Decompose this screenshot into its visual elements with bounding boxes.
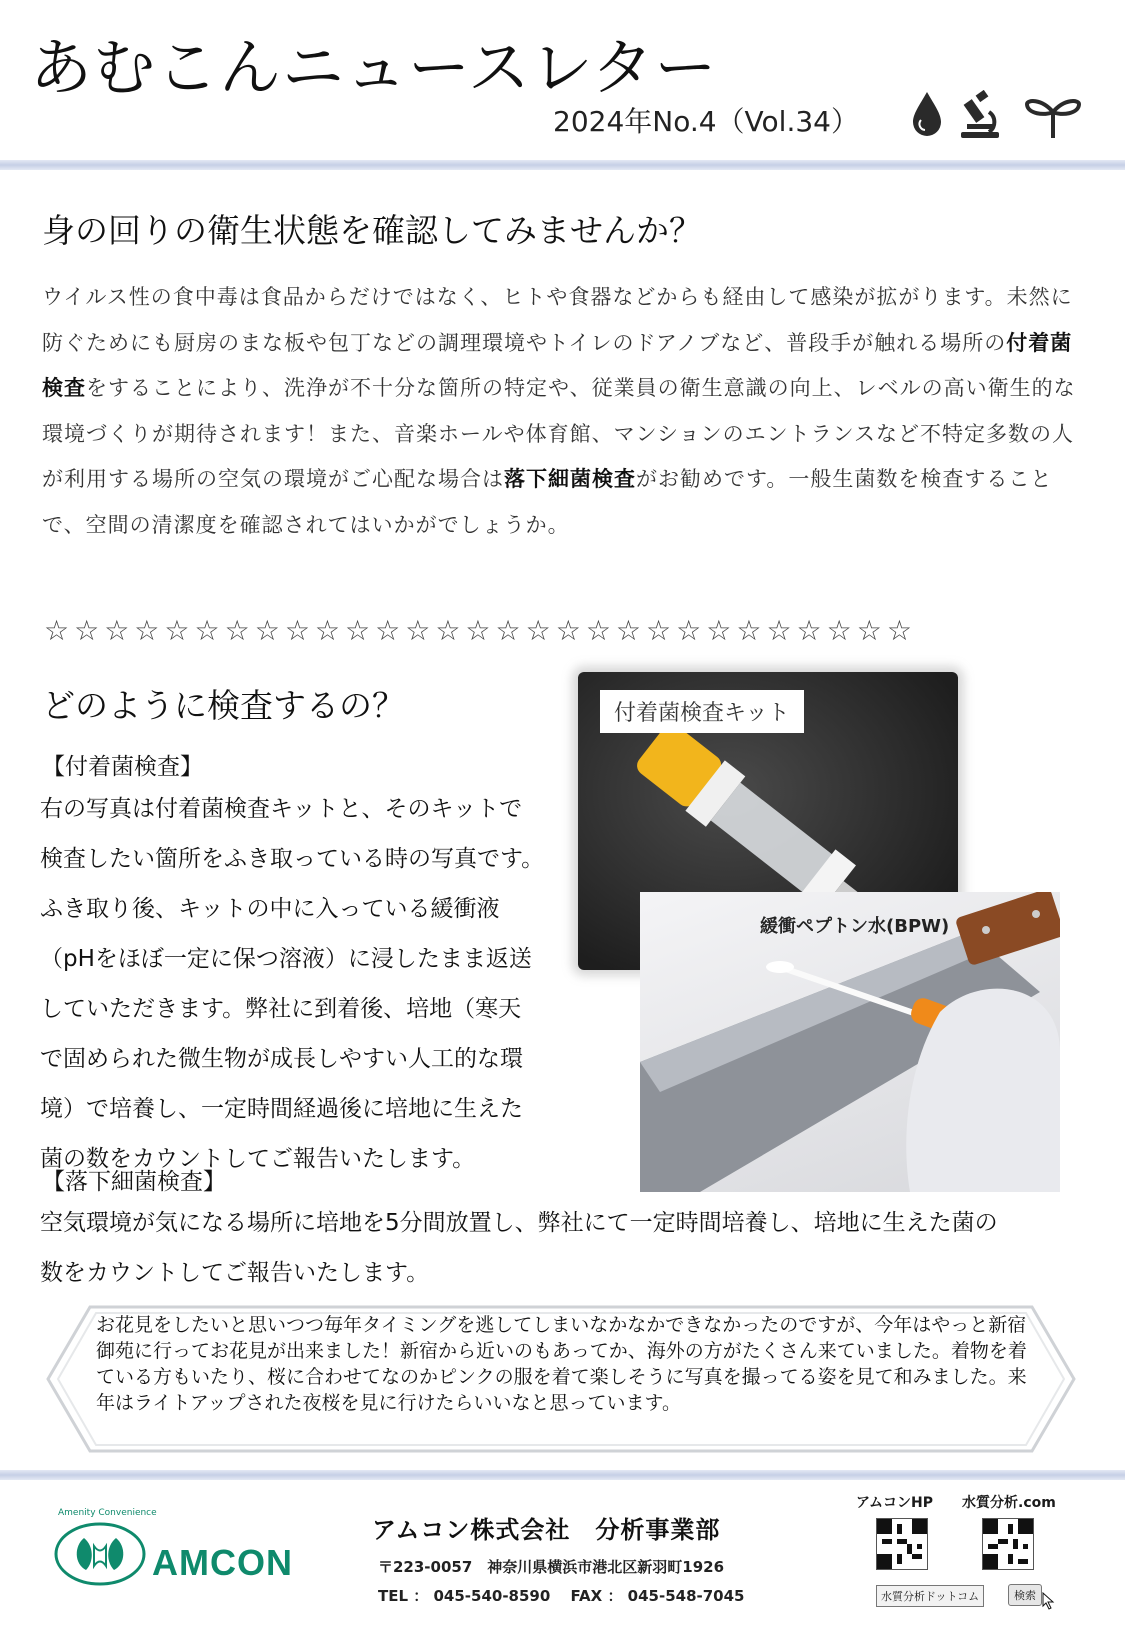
- intro-text-1: ウイルス性の食中毒は食品からだけではなく、ヒトや食器などからも経由して感染が拡がります。未然に防ぐためにも厨房のまな板や包丁などの調理環境やトイレのドアノブなど、普段手が触れる場所の: [42, 285, 1073, 355]
- section2-heading: どのように検査するの？: [42, 686, 405, 725]
- sub1-line: （pHをほぼ一定に保つ溶液）に浸したまま返送: [40, 946, 532, 972]
- newsletter-title: あむこんニュースレター: [30, 31, 718, 104]
- kit-photo-caption: 付着菌検査キット: [600, 690, 804, 733]
- sub1-line: 菌の数をカウントしてご報告いたします。: [40, 1146, 476, 1172]
- section1-heading: 身の回りの衛生状態を確認してみませんか？: [42, 211, 702, 250]
- qr-label-hp: アムコンHP: [856, 1495, 933, 1511]
- sprout-icon: [1027, 101, 1079, 138]
- microscope-icon: [961, 90, 999, 138]
- sub2-line: 空気環境が気になる場所に培地を5分間放置し、弊社にて一定時間培養し、培地に生えた菌の: [40, 1210, 998, 1236]
- sub1-line: 境）で培養し、一定時間経過後に培地に生えた: [40, 1096, 523, 1122]
- header-rule: [0, 160, 1125, 170]
- sub1-body: [40, 784, 580, 1184]
- sub1-line: で固められた微生物が成長しやすい人工的な環: [40, 1046, 523, 1072]
- intro-text-2: をすることにより、洗浄が不十分な箇所の特定や、従業員の衛生意識の向上、レベルの高い衛生的な環境づくりが期待されます！また、音楽ホールや体育館、マンションのエントランスなど不特定多数の人が利用する場所の空気の環境がご心配な場合は: [42, 376, 1076, 491]
- intro-text-3: がお勧めです。一般生菌数を検査することで、空間の清潔度を確認されてはいかがでしょうか。: [42, 467, 1053, 537]
- header-icons: [905, 90, 1085, 140]
- sub1-line: 検査したい箇所をふき取っている時の写真です。: [40, 846, 545, 872]
- search-box[interactable]: 水質分析ドットコム: [876, 1585, 984, 1607]
- qr-code-com[interactable]: [982, 1518, 1034, 1570]
- footer-rule: [0, 1470, 1125, 1480]
- issue-number: 2024年No.4（Vol.34）: [553, 105, 859, 138]
- company-name: アムコン株式会社 分析事業部: [372, 1516, 721, 1544]
- amcon-logo-icon: [54, 1516, 146, 1588]
- note-text: お花見をしたいと思いつつ毎年タイミングを逃してしまいなかなかできなかったのですが、今年はやっと新宿御苑に行ってお花見が出来ました！新宿から近いのもあってか、海外の方がたくさん来ていました。着物を着ている方もいたり、桜に合わせてなのかピンクの服を着て楽しそうに写真を撮ってる姿を見て和みました。来年はライトアップされた夜桜を見に行けたらいいなと思っています。: [96, 1314, 1027, 1414]
- sub2-label: 【落下細菌検査】: [42, 1169, 226, 1195]
- intro-bold-2: 落下細菌検査: [504, 467, 636, 491]
- sub1-line: 右の写真は付着菌検査キットと、そのキットで: [40, 796, 523, 822]
- qr-code-hp[interactable]: [876, 1518, 928, 1570]
- bpw-caption: 緩衝ペプトン水(BPW): [760, 916, 950, 937]
- star-divider: ☆☆☆☆☆☆☆☆☆☆☆☆☆☆☆☆☆☆☆☆☆☆☆☆☆☆☆☆☆: [44, 614, 917, 647]
- search-button[interactable]: 検索: [1008, 1584, 1042, 1606]
- company-address: 〒223-0057 神奈川県横浜市港北区新羽町1926: [378, 1558, 725, 1576]
- qr-label-com: 水質分析.com: [962, 1495, 1056, 1511]
- company-tel-fax: TEL ： 045-540-8590 FAX ： 045-548-7045: [378, 1587, 745, 1605]
- sub2-body: [40, 1198, 1100, 1298]
- logo-arc-text: Amenity Convenience: [58, 1508, 157, 1518]
- water-drop-icon: [913, 92, 941, 136]
- intro-paragraph: [42, 275, 1082, 548]
- intro-bold-1: 付着菌検査: [42, 330, 1073, 400]
- cursor-icon: [1042, 1592, 1056, 1610]
- amcon-logo-text: AMCON: [152, 1542, 293, 1583]
- sub1-label: 【付着菌検査】: [42, 754, 203, 780]
- sub2-line: 数をカウントしてご報告いたします。: [40, 1260, 430, 1286]
- sub1-line: ふき取り後、キットの中に入っている緩衝液: [40, 896, 500, 922]
- sub1-line: していただきます。弊社に到着後、培地（寒天: [40, 996, 522, 1022]
